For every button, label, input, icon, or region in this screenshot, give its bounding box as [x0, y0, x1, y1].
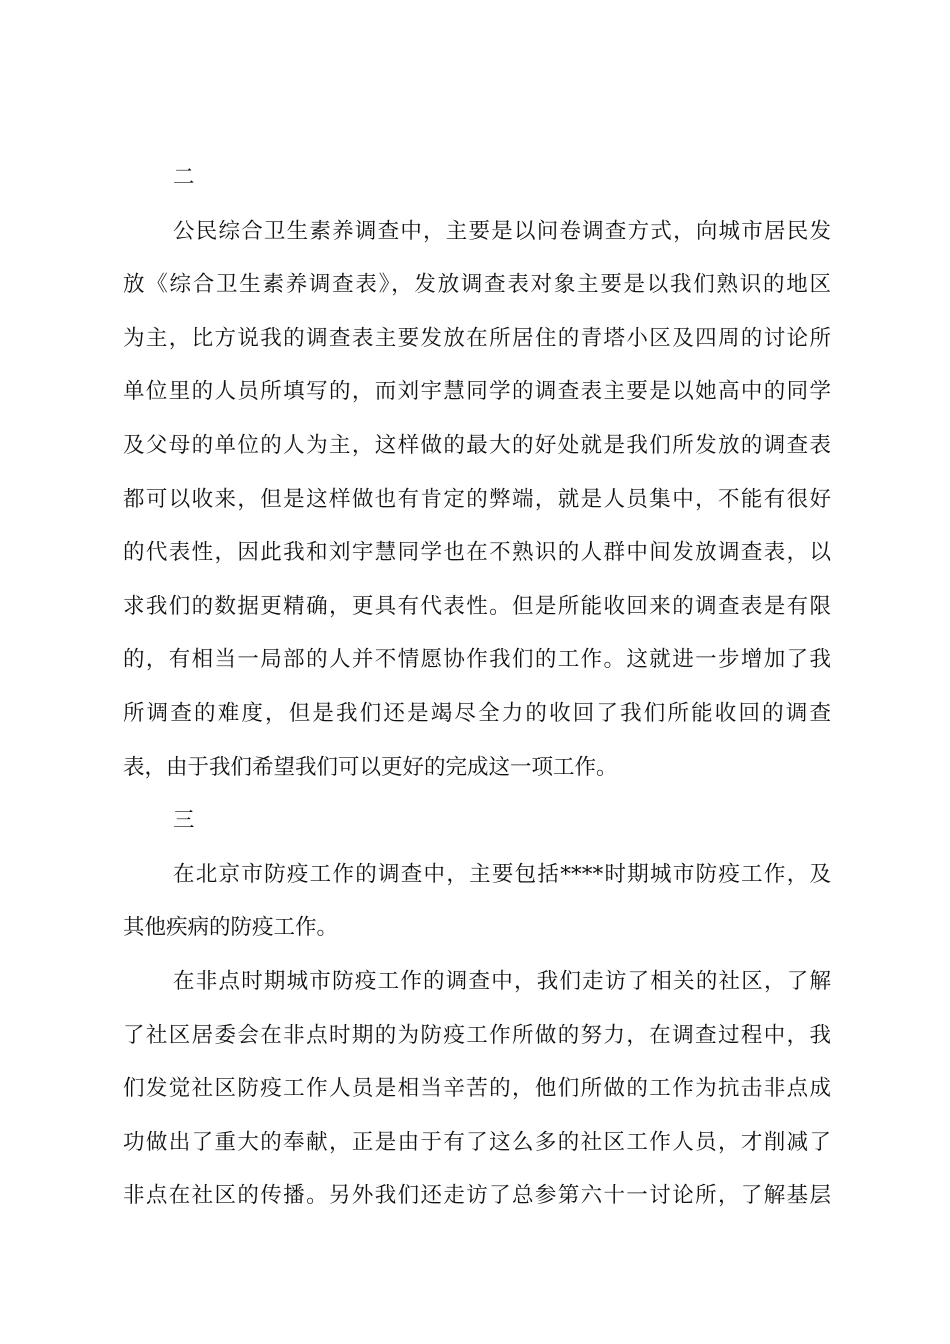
paragraph-line: 所调查的难度，但是我们还是竭尽全力的收回了我们所能收回的调查 — [123, 700, 831, 726]
paragraph-line: 求我们的数据更精确，更具有代表性。但是所能收回来的调查表是有限 — [123, 593, 831, 619]
paragraph-line: 了社区居委会在非点时期的为防疫工作所做的努力，在调查过程中，我 — [123, 1022, 831, 1048]
paragraph-line: 在北京市防疫工作的调查中，主要包括****时期城市防疫工作，及 — [173, 861, 831, 887]
paragraph-line: 都可以收来，但是这样做也有肯定的弊端，就是人员集中，不能有很好 — [123, 486, 831, 512]
paragraph-line: 为主，比方说我的调查表主要发放在所居住的青塔小区及四周的讨论所 — [123, 325, 831, 351]
paragraph-line: 在非点时期城市防疫工作的调查中，我们走访了相关的社区，了解 — [173, 968, 831, 994]
paragraph-line: 们发觉社区防疫工作人员是相当辛苦的，他们所做的工作为抗击非点成 — [123, 1076, 831, 1102]
paragraph-line: 及父母的单位的人为主，这样做的最大的好处就是我们所发放的调查表 — [123, 432, 831, 458]
document-body — [123, 151, 831, 1223]
paragraph-line: 单位里的人员所填写的，而刘宇慧同学的调查表主要是以她高中的同学 — [123, 379, 831, 405]
section-heading-three: 三 — [173, 808, 195, 834]
paragraph-line: 功做出了重大的奉献，正是由于有了这么多的社区工作人员，才削减了 — [123, 1129, 831, 1155]
paragraph-line: 其他疾病的防疫工作。 — [123, 915, 339, 941]
paragraph-line: 的，有相当一局部的人并不情愿协作我们的工作。这就进一步增加了我 — [123, 647, 831, 673]
paragraph-line: 表，由于我们希望我们可以更好的完成这一项工作。 — [123, 754, 618, 780]
paragraph-line: 放《综合卫生素养调查表》，发放调查表对象主要是以我们熟识的地区 — [123, 272, 831, 298]
paragraph-line: 公民综合卫生素养调查中，主要是以问卷调查方式，向城市居民发 — [173, 218, 831, 244]
paragraph-line: 非点在社区的传播。另外我们还走访了总参第六十一讨论所，了解基层 — [123, 1183, 831, 1209]
section-heading-two: 二 — [173, 165, 195, 190]
paragraph-line: 的代表性，因此我和刘宇慧同学也在不熟识的人群中间发放调查表，以 — [123, 540, 831, 566]
